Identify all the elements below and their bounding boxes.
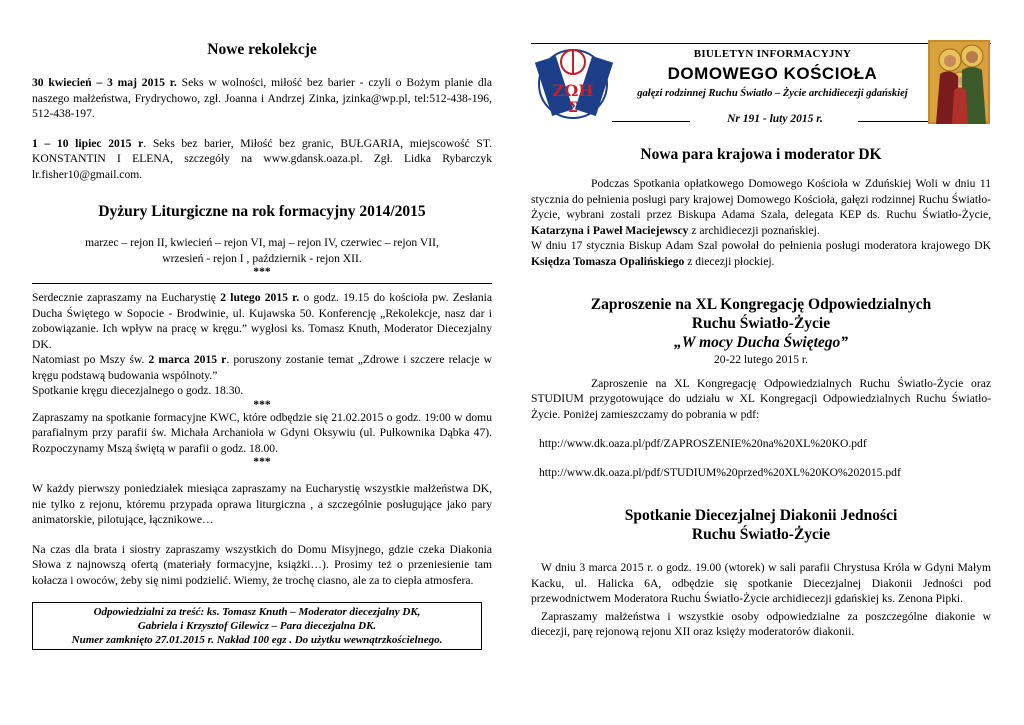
oaza-logo bbox=[531, 44, 621, 122]
editorial-footer bbox=[32, 602, 482, 650]
kwc-paragraph: Zapraszamy na spotkanie formacyjne KWC, które odbędzie się 21.02.2015 o godz. 19:00 w domu parafialnym przy parafii św. Michała Archanioła w Gdyni Oksywiu (ul. Pułkownika Dąbka 47). Rozpoczynamy Mszą świętą w parafii o godz. 18.00. bbox=[32, 410, 492, 455]
footer-line: Numer zamknięto 27.01.2015 r. Nakład 100 egz . Do użytku wewnątrzkościelnego. bbox=[71, 634, 443, 646]
section-title-congregation-2: Ruchu Światło-Życie bbox=[691, 315, 831, 332]
text-span: Serdecznie zapraszamy na Eucharystię bbox=[32, 291, 221, 304]
masthead-subtitle: gałęzi rodzinnej Ruchu Światło – Życie archidiecezji gdańskiej bbox=[637, 88, 908, 99]
svg-text:Σ: Σ bbox=[568, 100, 578, 116]
text-span: W dniu 17 stycznia Biskup Adam Szal powołał do pełnienia posługi moderatora krajowego DK bbox=[531, 239, 991, 252]
footer-line: Gabriela i Krzysztof Gilewicz – Para diecezjalna DK. bbox=[137, 620, 377, 632]
congregation-paragraph: Zaproszenie na XL Kongregację Odpowiedzialnych Ruchu Światło-Życie oraz STUDIUM przygotowujące do udziału w XL Kongregacji Odpowiedzialnych Ruchu Światło-Życie. Poniżej zamieszczamy do pobrania w pdf: bbox=[531, 376, 991, 421]
text-span: o godz. 19.15 do kościoła pw. Zesłania Ducha Świętego w Sopocie - Brodwinie, ul. Kujawska 50. Konferencję „Rekolekcje, nasz dar i zobowiązanie. Ich wpływ na pracę w kręgu.” wygłosi ks. Tomasz Knuth, Moderator Diecezjalny DK. bbox=[32, 291, 492, 351]
footer-line: Odpowiedzialni za treść: ks. Tomasz Knuth – Moderator diecezjalny DK, bbox=[93, 606, 421, 618]
text-span: Natomiast po Mszy św. bbox=[32, 353, 149, 366]
section-title-liturgical-duties: Dyżury Liturgiczne na rok formacyjny 2014/2015 bbox=[98, 203, 426, 220]
new-couple-paragraph bbox=[531, 176, 991, 238]
right-column bbox=[531, 145, 991, 640]
holy-family-icon-art bbox=[928, 40, 990, 124]
date-bold: 2 marca 2015 r bbox=[148, 353, 227, 366]
eucharist-paragraph bbox=[32, 290, 492, 352]
masthead bbox=[620, 48, 925, 99]
separator-stars: *** bbox=[253, 455, 271, 468]
svg-text:ΖΩΗ: ΖΩΗ bbox=[552, 81, 594, 100]
masthead-pretitle: BIULETYN INFORMACYJNY bbox=[693, 48, 852, 60]
section-title-new-couple: Nowa para krajowa i moderator DK bbox=[640, 146, 882, 163]
issue-number: Nr 191 - luty 2015 r. bbox=[727, 113, 823, 125]
retreat-2-date: 1 – 10 lipiec 2015 r bbox=[32, 136, 144, 150]
diaconia-invite-paragraph: Zapraszamy małżeństwa i wszystkie osoby odpowiedzialne za poszczególne diakonie w diecezji, parę rejonową rejonu XII oraz księży moderatorów diakonii. bbox=[531, 609, 991, 638]
retreat-1-text: Seks w wolności, miłość bez barier - czyli o Bożym planie dla naszego małżeństwa, Frydrychowo, zgł. Joanna i Andrzej Zinka, jzinka@wp.pl, tel:512-438-196, 512-438-197. bbox=[32, 76, 492, 120]
new-moderator-paragraph bbox=[531, 238, 991, 269]
divider bbox=[32, 283, 492, 284]
duties-line-2: wrzesień - rejon I , październik - rejon XII. bbox=[162, 251, 362, 265]
text-span: Podczas Spotkania opłatkowego Domowego Kościoła w Zduńskiej Woli w dniu 11 stycznia do pełnienia posługi pary krajowej Domowego Kościoła, gałęzi rodzinnej Ruchu Światło-Życie, wybrani zostali przez Biskupa Adama Szala, delegata KEP ds. Ruchu Światło-Życie, bbox=[531, 177, 991, 221]
section-title-congregation-motto: „W mocy Ducha Świętego” bbox=[673, 334, 849, 351]
retreat-2-text: . Seks bez barier, Miłość bez granic, BUŁGARIA, miejscowość ST. KONSTANTIN I ELENA, szczegóły na www.gdansk.oaza.pl. Zgł. Lidka Rybarczyk lr.fisher10@gmail.com. bbox=[32, 136, 492, 181]
pdf-link-invitation[interactable]: http://www.dk.oaza.pl/pdf/ZAPROSZENIE%20na%20XL%20KO.pdf bbox=[539, 437, 867, 450]
issue-rule-left bbox=[612, 121, 690, 122]
left-column bbox=[32, 0, 492, 650]
section-title-diaconia-2: Ruchu Światło-Życie bbox=[691, 526, 831, 543]
congregation-date: 20-22 lutego 2015 r. bbox=[713, 353, 809, 366]
section-title-new-retreats: Nowe rekolekcje bbox=[207, 41, 317, 58]
text-span: . poruszony zostanie temat „Zdrowe i szczere relacje w kręgu podstawą budowania wspólnoty.” bbox=[32, 353, 492, 382]
retreat-item-1 bbox=[32, 75, 492, 122]
issue-rule-right bbox=[858, 121, 930, 122]
text-span: z archidiecezji poznańskiej. bbox=[688, 223, 820, 237]
meeting-time: Spotkanie kręgu diecezjalnego o godz. 18.30. bbox=[32, 384, 244, 397]
section-title-congregation: Zaproszenie na XL Kongregację Odpowiedzialnych bbox=[590, 296, 932, 313]
oaza-logo-icon bbox=[531, 44, 621, 122]
names-bold: Katarzyna i Paweł Maciejewscy bbox=[531, 223, 689, 237]
text-span: z diecezji płockiej. bbox=[684, 254, 775, 268]
duties-line-1: marzec – rejon II, kwiecień – rejon VI, maj – rejon IV, czerwiec – rejon VII, bbox=[85, 236, 439, 249]
date-bold: 2 lutego 2015 r. bbox=[220, 291, 300, 304]
masthead-title: DOMOWEGO KOŚCIOŁA bbox=[667, 64, 878, 83]
separator-stars: *** bbox=[253, 397, 271, 411]
monthly-mass-paragraph: W każdy pierwszy poniedziałek miesiąca zapraszamy na Eucharystię wszystkie małżeństwa DK, nie tylko z rejonu, któremu przypada oprawa liturgiczna , a szczególnie posługujące jako pary animatorskie, pilotujące, łącznikowe… bbox=[32, 482, 492, 526]
holy-family-icon bbox=[928, 40, 990, 124]
section-title-diaconia: Spotkanie Diecezjalnej Diakonii Jedności bbox=[624, 507, 898, 524]
separator-stars: *** bbox=[253, 265, 271, 278]
pdf-link-study[interactable]: http://www.dk.oaza.pl/pdf/STUDIUM%20przed%20XL%20KO%202015.pdf bbox=[539, 466, 901, 479]
diaconia-paragraph: W dniu 3 marca 2015 r. o godz. 19.00 (wtorek) w sali parafii Chrystusa Króla w Gdyni Małym Kacku, ul. Halicka 6A, odbędzie się spotkanie Diecezjalnej Diakonii Jedności pod przewodnictwem Moderatora Ruchu Światło-Życie archidiecezji gdańskiej ks. Zenona Pipki. bbox=[531, 561, 991, 605]
march-topic-paragraph bbox=[32, 352, 492, 383]
retreat-1-date: 30 kwiecień – 3 maj 2015 r. bbox=[32, 76, 177, 89]
mission-house-paragraph: Na czas dla brata i siostry zapraszamy wszystkich do Domu Misyjnego, gdzie czeka Diakonia Słowa z najnowszą ofertą (materiały formacyjne, książki…). Prosimy też o przeniesienie tam kołacza i owoców, żeby się nimi podzielić. Wiemy, że trochę ciasno, ale za to ciepła atmosfera. bbox=[32, 542, 492, 587]
retreat-item-2 bbox=[32, 136, 492, 183]
name-bold: Księdza Tomasza Opalińskiego bbox=[531, 254, 685, 268]
